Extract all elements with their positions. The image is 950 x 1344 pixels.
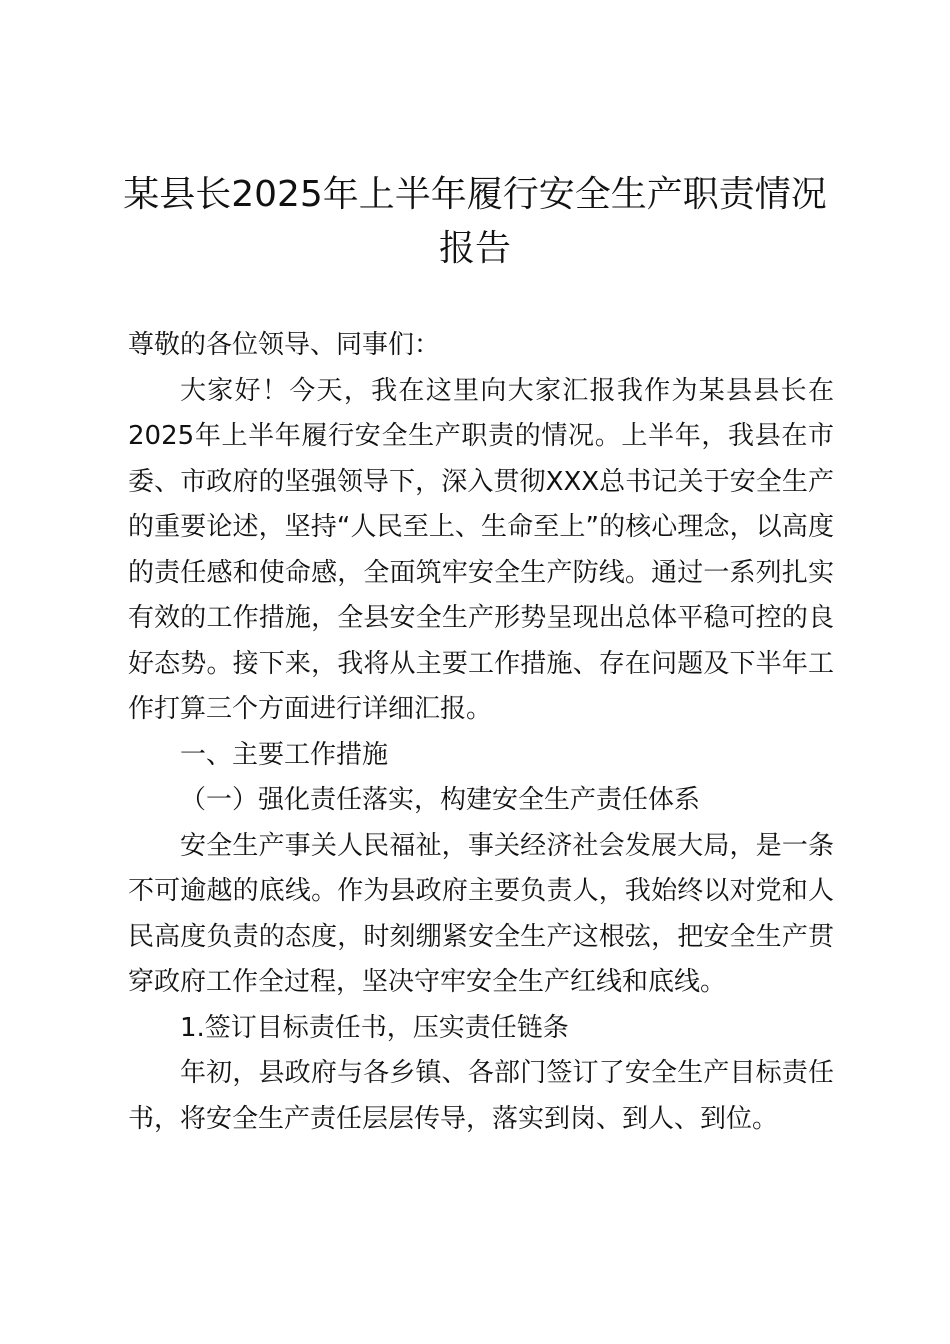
intro-paragraph: 大家好！今天，我在这里向大家汇报我作为某县县长在2025年上半年履行安全生产职责的情况。上半年，我县在市委、市政府的坚强领导下，深入贯彻XXX总书记关于安全生产的重要论述，坚持“人民至上、生命至上”的核心理念，以高度的责任感和使命感，全面筑牢安全生产防线。通过一系列扎实有效的工作措施，全县安全生产形势呈现出总体平稳可控的良好态势。接下来，我将从主要工作措施、存在问题及下半年工作打算三个方面进行详细汇报。: [128, 375, 834, 724]
salutation: 尊敬的各位领导、同事们：: [128, 330, 441, 360]
title-line-1: 某县长2025年上半年履行安全生产职责情况: [123, 174, 827, 215]
item-heading-1: 1.签订目标责任书，压实责任链条: [180, 1012, 569, 1043]
section-heading-1: 一、主要工作措施: [180, 739, 389, 770]
body-paragraph: 年初，县政府与各乡镇、各部门签订了安全生产目标责任书，将安全生产责任层层传导，落实到岗、到人、到位。: [128, 1058, 834, 1134]
document-body: [128, 323, 834, 1142]
subsection-heading-1: （一）强化责任落实，构建安全生产责任体系: [180, 785, 701, 815]
title-line-2: 报告: [438, 228, 511, 269]
body-paragraph: 安全生产事关人民福祉，事关经济社会发展大局，是一条不可逾越的底线。作为县政府主要负责人，我始终以对党和人民高度负责的态度，时刻绷紧安全生产这根弦，把安全生产贯穿政府工作全过程，坚决守牢安全生产红线和底线。: [128, 830, 834, 997]
document-title: [110, 168, 840, 276]
